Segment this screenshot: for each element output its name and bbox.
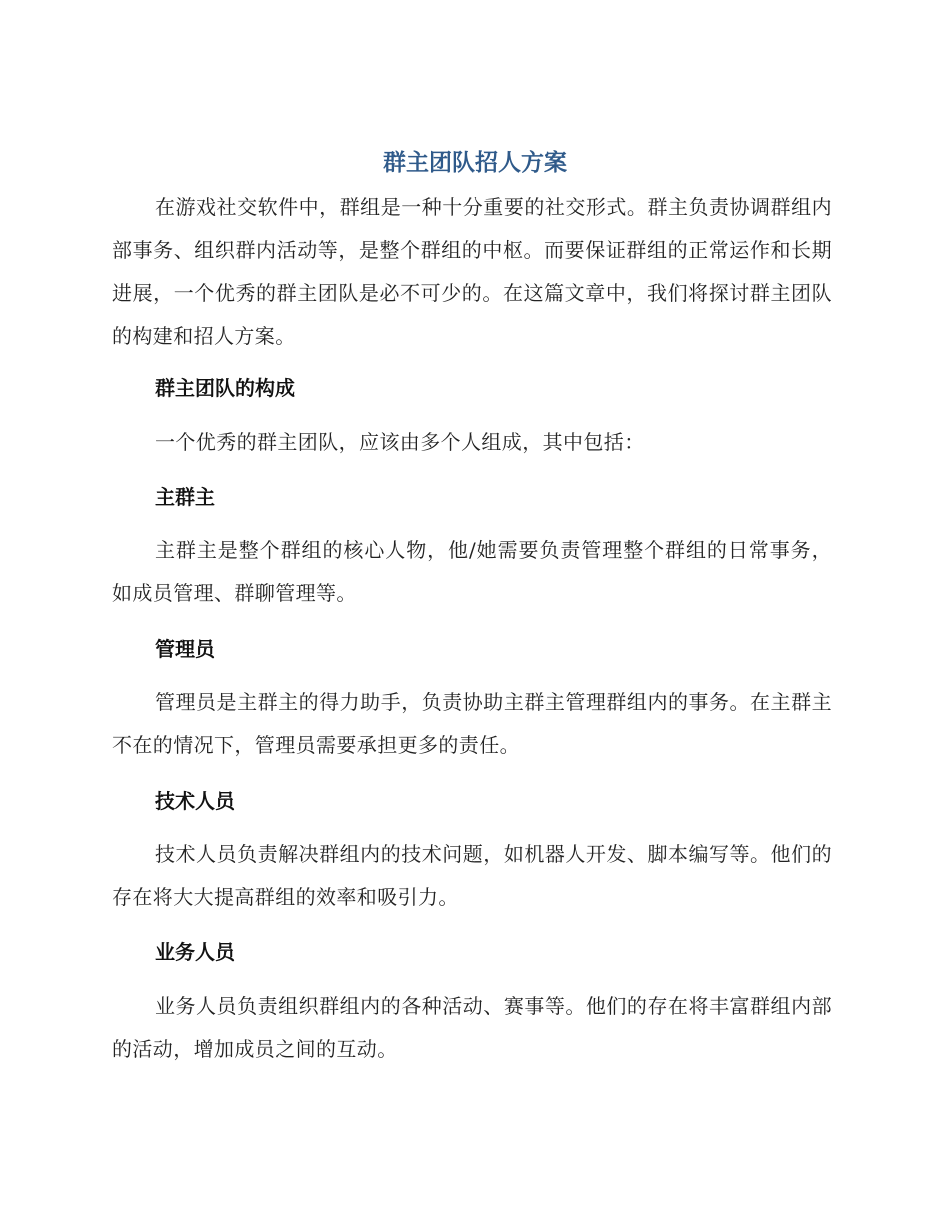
document-title: 群主团队招人方案 (383, 150, 567, 176)
role-text-business: 业务人员负责组织群组内的各种活动、赛事等。他们的存在将丰富群组内部的活动，增加成员之间的互动。 (112, 994, 832, 1061)
section-lead-paragraph: 一个优秀的群主团队，应该由多个人组成，其中包括： (155, 430, 645, 454)
role-text-tech: 技术人员负责解决群组内的技术问题，如机器人开发、脚本编写等。他们的存在将大大提高群组的效率和吸引力。 (112, 842, 832, 909)
role-text-admin: 管理员是主群主的得力助手，负责协助主群主管理群组内的事务。在主群主不在的情况下，管理员需要承担更多的责任。 (112, 690, 832, 757)
role-heading-admin: 管理员 (155, 637, 215, 661)
section-heading: 群主团队的构成 (155, 376, 295, 400)
role-heading-business: 业务人员 (155, 940, 235, 964)
role-heading-tech: 技术人员 (155, 789, 235, 813)
role-heading-main-owner: 主群主 (155, 485, 215, 509)
role-text-main-owner: 主群主是整个群组的核心人物，他/她需要负责管理整个群组的日常事务，如成员管理、群聊管理等。 (112, 538, 832, 605)
intro-paragraph: 在游戏社交软件中，群组是一种十分重要的社交形式。群主负责协调群组内部事务、组织群内活动等，是整个群组的中枢。而要保证群组的正常运作和长期进展，一个优秀的群主团队是必不可少的。在这篇文章中，我们将探讨群主团队的构建和招人方案。 (112, 195, 832, 348)
